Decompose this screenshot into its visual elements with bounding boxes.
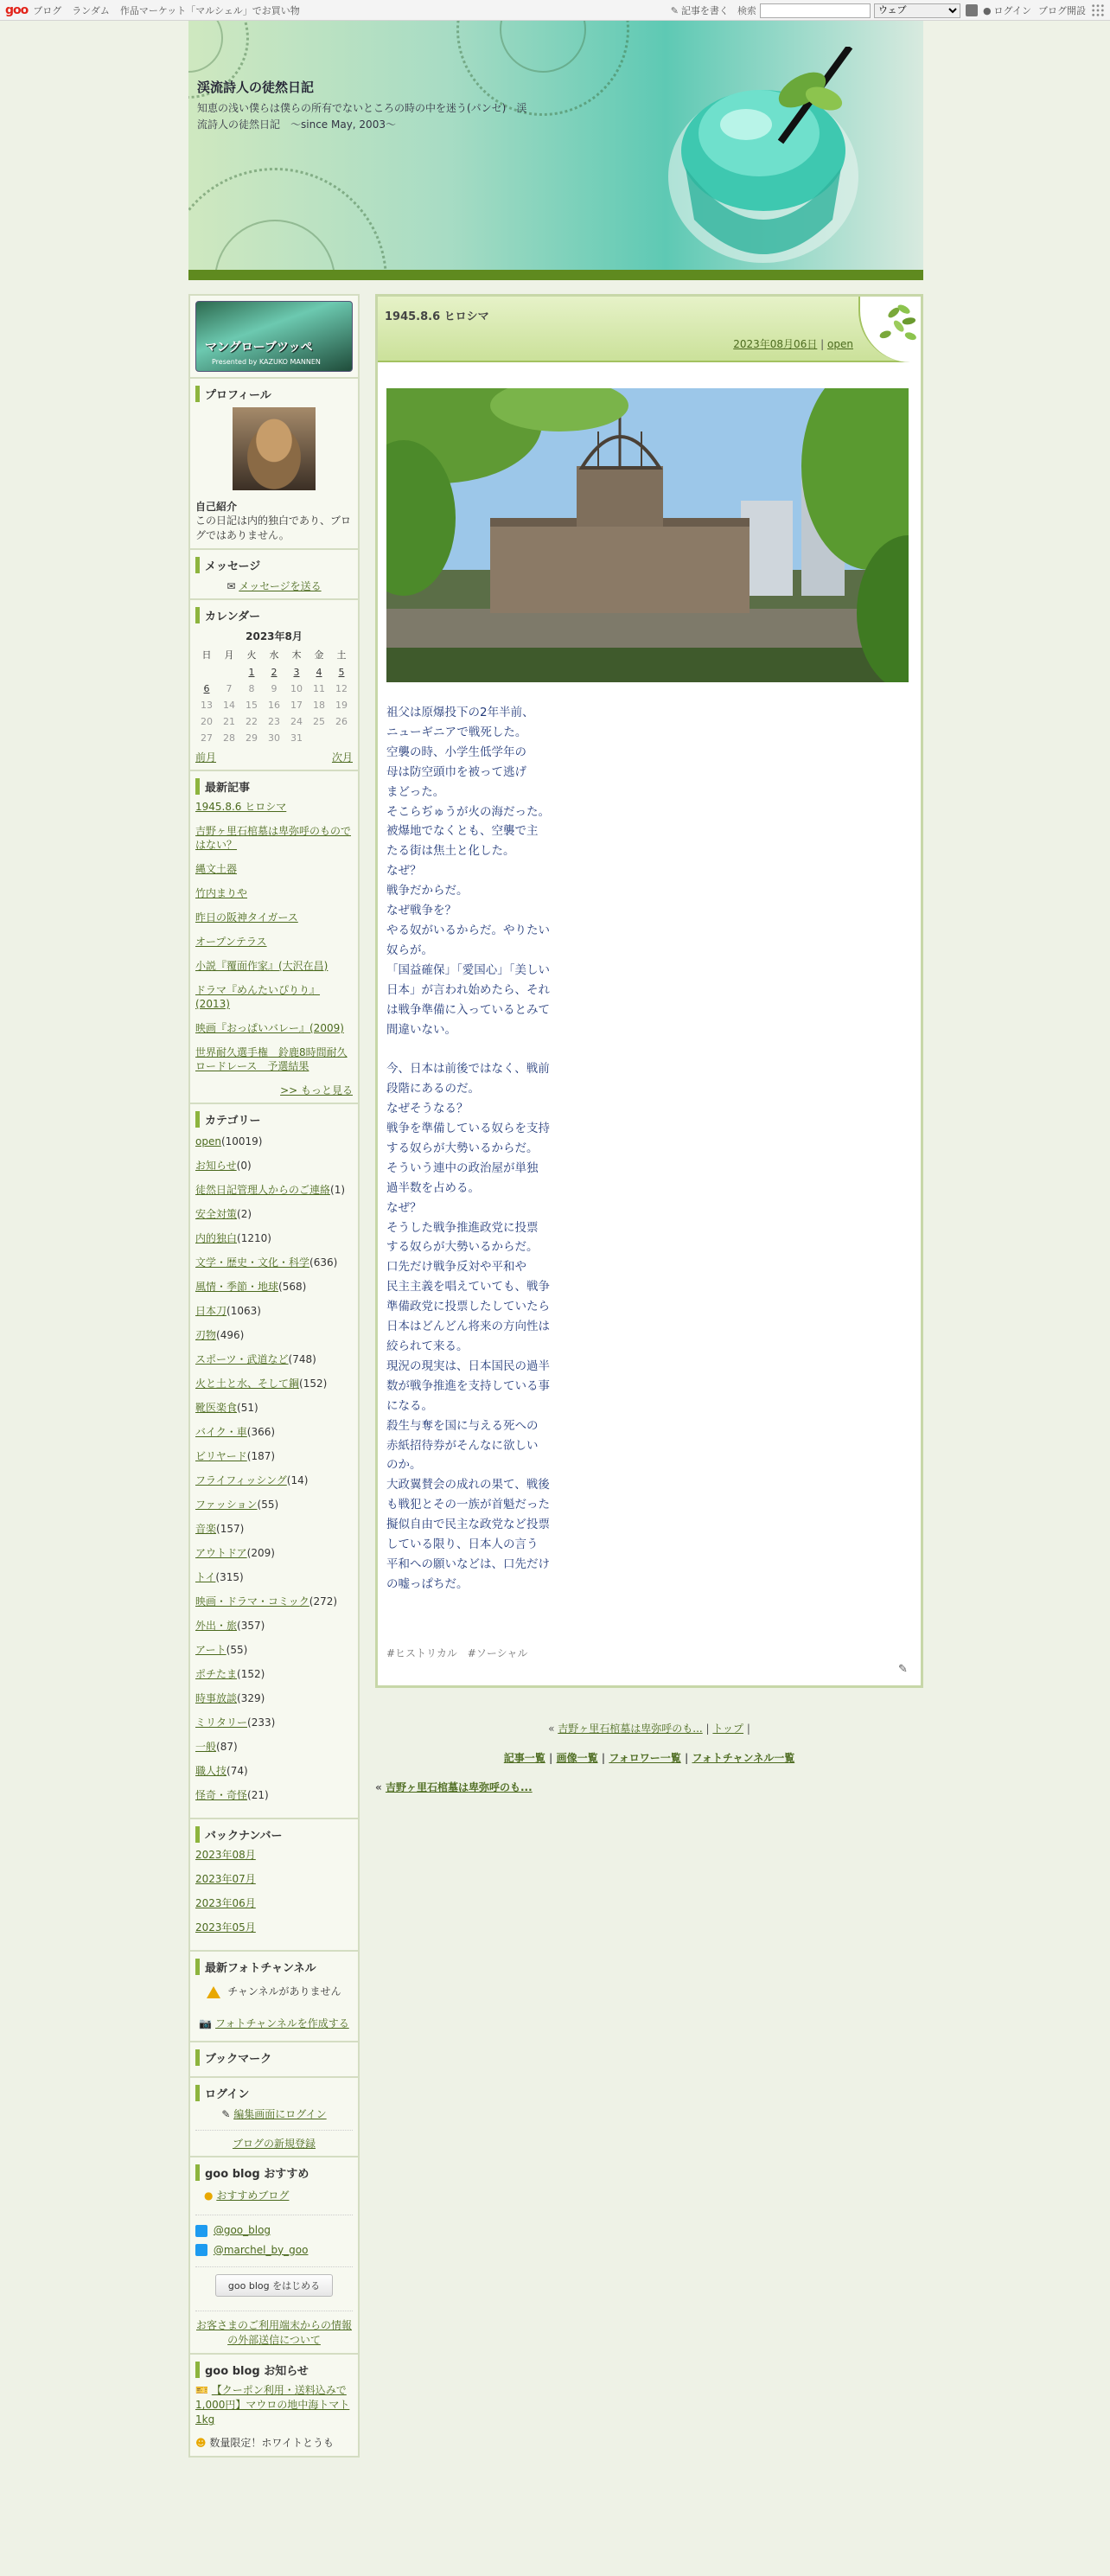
open-blog-link[interactable]: ブログ開設 (1038, 5, 1086, 16)
pager-separator: | (746, 1723, 750, 1735)
weekday: 月 (224, 649, 234, 661)
category-link[interactable]: 内的独白 (195, 1232, 238, 1244)
recent-article-link[interactable]: 小説『覆面作家』(大沢在昌) (195, 960, 329, 972)
category-count: (152) (299, 1377, 328, 1390)
search-input[interactable] (760, 3, 871, 18)
calendar-month: 2023年8月 (246, 630, 303, 642)
category-link[interactable]: アート (195, 1644, 226, 1656)
info-heading: goo blog お知らせ (195, 2362, 353, 2378)
info-link[interactable]: 【クーポン利用・送料込みで1,000円】マウロの地中海トマト1kg (195, 2384, 350, 2426)
banner-title: マングローブツッペ (205, 341, 313, 355)
follower-list-link[interactable]: フォロワー一覧 (609, 1752, 681, 1764)
category-count: (0) (236, 1160, 252, 1172)
category-item (195, 1159, 353, 1173)
article-list-link[interactable]: 記事一覧 (503, 1752, 545, 1764)
category-link[interactable]: ミリタリー (195, 1716, 248, 1729)
bookmark-section (190, 2042, 358, 2078)
recent-article-link[interactable]: 世界耐久選手権 鈴鹿8時間耐久ロードレース 予選結果 (195, 1046, 348, 1072)
category-count: (157) (216, 1523, 245, 1535)
entry-tags (386, 1646, 534, 1660)
category-count: (1) (330, 1184, 346, 1196)
camera-icon: 📷 (199, 2017, 213, 2029)
category-count: (51) (237, 1402, 258, 1414)
calendar-day: 14 (223, 700, 235, 711)
leaf-icon (858, 297, 921, 362)
smile-icon: ☻ (195, 2437, 207, 2449)
banner-subtitle: Presented by KAZUKO MANNEN (212, 358, 321, 366)
category-link[interactable]: 文学・歴史・文化・科学 (195, 1256, 310, 1269)
calendar-day: 19 (335, 700, 348, 711)
login-link[interactable]: ログイン (993, 5, 1031, 16)
recommend-section (190, 2157, 358, 2355)
category-link[interactable]: 外出・旅 (195, 1620, 238, 1632)
category-link[interactable]: ポチたま (195, 1668, 238, 1680)
mangrove-banner[interactable] (195, 301, 353, 372)
calendar-day: 31 (290, 732, 303, 744)
weekday: 火 (246, 649, 257, 661)
recent-article-link[interactable]: オープンテラス (195, 936, 267, 948)
backnumber-section (190, 1819, 358, 1952)
category-count: (14) (286, 1474, 309, 1486)
category-link[interactable]: 映画・ドラマ・コミック (195, 1595, 309, 1608)
category-count: (233) (247, 1716, 276, 1729)
calendar-day: 13 (201, 700, 213, 711)
login-icon: ● (982, 4, 992, 16)
category-link[interactable]: お知らせ (195, 1160, 237, 1172)
category-item (195, 1473, 353, 1487)
edit-login-link[interactable]: 編集画面にログイン (233, 2108, 327, 2120)
weekday: 土 (336, 649, 347, 661)
photochannel-list-link[interactable]: フォトチャンネル一覧 (692, 1752, 795, 1764)
prev-entry-link-bottom[interactable]: 吉野ヶ里石棺墓は卑弥呼のも... (385, 1781, 533, 1793)
calendar-day-link[interactable]: 6 (203, 683, 210, 694)
category-item (195, 1740, 353, 1754)
list-links (375, 1750, 923, 1765)
calendar-day: 21 (223, 716, 235, 727)
category-link[interactable]: 日本刀 (195, 1305, 227, 1317)
calendar-day (308, 730, 330, 746)
category-link[interactable]: バイク・車 (195, 1426, 247, 1438)
bulb-icon: ● (204, 2189, 214, 2202)
category-item (195, 1449, 353, 1463)
calendar-day: 12 (335, 683, 348, 694)
next-month-link[interactable]: 次月 (331, 751, 353, 764)
top-link[interactable]: トップ (712, 1723, 744, 1735)
recent-article-link[interactable]: 1945.8.6 ヒロシマ (195, 801, 287, 813)
recent-article-link[interactable]: 昨日の阪神タイガース (195, 911, 298, 924)
calendar-day-link[interactable]: 2 (271, 667, 278, 678)
recommend-heading: goo blog おすすめ (195, 2164, 353, 2181)
calendar-day: 26 (335, 716, 348, 727)
pencil-icon: ✎ (670, 4, 679, 16)
category-item (195, 1546, 353, 1560)
login-section (190, 2078, 358, 2157)
category-item (195, 1207, 353, 1221)
message-section (190, 550, 358, 600)
calendar-day-link[interactable]: 5 (338, 667, 345, 678)
tag-link[interactable]: #ヒストリカル (386, 1647, 457, 1659)
blog-description: 知恵の浅い僕らは僕らの所有でないところの時の中を迷う(パンセ) 渓流詩人の徒然日記 ～since May, 2003～ (197, 102, 527, 131)
category-item (195, 1256, 353, 1269)
recent-article-link[interactable]: 竹内まりや (195, 887, 248, 899)
category-link[interactable]: 風情・季節・地球 (195, 1281, 279, 1293)
sidebar (188, 294, 360, 2458)
category-item (195, 1667, 353, 1681)
category-count: (748) (288, 1353, 316, 1365)
warning-icon (207, 1986, 220, 1998)
blog-header (188, 21, 923, 280)
category-link[interactable]: 音楽 (195, 1523, 217, 1535)
login-heading: ログイン (195, 2085, 353, 2101)
recent-article-link[interactable]: ドラマ『めんたいぴりり』(2013) (195, 984, 321, 1010)
calendar-day (195, 664, 218, 681)
category-item (195, 1619, 353, 1633)
prev-mark: « (548, 1723, 555, 1735)
twitter-marchel-link[interactable]: @marchel_by_goo (213, 2243, 309, 2256)
main-content (375, 294, 923, 1793)
sidebar-banner-section (190, 296, 358, 379)
category-link[interactable]: 靴医楽食 (195, 1402, 238, 1414)
calendar-day: 28 (223, 732, 235, 744)
prev-entry-bottom (375, 1780, 533, 1794)
photochannel-section (190, 1952, 358, 2042)
category-count: (209) (246, 1547, 275, 1559)
category-link[interactable]: ファッション (195, 1499, 258, 1511)
calendar-day: 7 (226, 683, 233, 694)
bookmark-heading: ブックマーク (195, 2049, 353, 2066)
category-count: (55) (226, 1644, 248, 1656)
category-link[interactable]: トイ (195, 1571, 216, 1583)
entry-category-link[interactable]: open (827, 338, 853, 350)
category-count: (187) (246, 1450, 276, 1462)
calendar-day: 25 (313, 716, 325, 727)
info-link[interactable]: 数量限定！ホワイトとうも (209, 2437, 334, 2449)
calendar-day: 15 (246, 700, 258, 711)
calendar-day-link[interactable]: 3 (293, 667, 300, 678)
calendar-day: 16 (268, 700, 280, 711)
search-scope-select[interactable] (874, 3, 960, 18)
category-count: (272) (309, 1595, 338, 1608)
entry-body: 祖父は原爆投下の2年半前、 ニューギニアで戦死した。 空襲の時、小学生低学年の 母は防空頭巾を被って逃げ まどった。 そこらぢゅうが火の海だった。 被爆地でなくとも、空襲で主 たる街は焦土と化した。 なぜ？ 戦争だからだ。 なぜ戦争を？ やる奴がいるからだ。やりたい 奴らが。 「国益確保」「愛国心」「美しい 日本」が言われ始めたら、それ は戦争準備に入っているとみて 間違いない。 今、日本は前後ではなく、戦前 段階にあるのだ。 なぜそうなる？ 戦争を準備している奴らを支持 する奴らが大勢いるからだ。 そういう連中の政治屋が単独 過半数を占める。 なぜ？ そうした戦争推進政党に投票 する奴らが大勢いるからだ。 口先だけ戦争反対や平和や 民主主義を唱えていても、戦争 準備政党に投票したしていたら 日本はどんどん将来の方向性は 絞られて来る。 現況の現実は、日本国民の過半 数が戦争推進を支持している事 になる。 殺生与奪を国に与える死への 赤紙招待券がそんなに欲しい のか。 大政翼賛会の成れの果て、戦後 も戦犯とその一族が首魁だった 擬似自由で民主な政党など投票 している限り、日本人の言う 平和への願いなどは、口先だけ の嘘っぱちだ。 (386, 706, 550, 1591)
blog-title[interactable]: 渓流詩人の徒然日記 (197, 80, 315, 95)
category-count: (2) (237, 1208, 252, 1220)
calendar-day: 11 (313, 683, 325, 694)
recent-articles-heading: 最新記事 (195, 778, 353, 795)
category-item (195, 1231, 353, 1245)
category-item (195, 1716, 353, 1729)
category-item (195, 1570, 353, 1584)
categories-heading: カテゴリー (195, 1111, 353, 1128)
weekday: 金 (314, 649, 324, 661)
prev-mark: « (375, 1781, 382, 1793)
category-item (195, 1522, 353, 1536)
category-count: (315) (215, 1571, 244, 1583)
photochannel-heading: 最新フォトチャンネル (195, 1959, 353, 1975)
recent-article-link[interactable]: 映画『おっぱいバレー』(2009) (195, 1022, 344, 1034)
entry-meta (733, 336, 853, 351)
profile-heading: プロフィール (195, 386, 353, 402)
create-photochannel-link[interactable]: フォトチャンネルを作成する (215, 2017, 349, 2029)
pencil-icon: ✎ (221, 2108, 231, 2120)
calendar-day: 9 (271, 683, 278, 694)
pager-separator: | (548, 1752, 553, 1764)
goo-logo[interactable]: goo (5, 3, 29, 17)
twitter-icon (195, 2244, 207, 2256)
category-count: (496) (216, 1329, 245, 1341)
category-link[interactable]: 刃物 (195, 1329, 217, 1341)
calendar-day (330, 730, 353, 746)
calendar-day: 22 (246, 716, 258, 727)
calendar-heading: カレンダー (195, 607, 353, 623)
category-link[interactable]: 一般 (195, 1741, 217, 1753)
start-goo-blog-button[interactable]: goo blog をはじめる (215, 2274, 333, 2297)
category-item (195, 1280, 353, 1294)
shaved-ice-glass-image (651, 47, 876, 272)
profile-avatar[interactable] (233, 407, 316, 490)
calendar-day: 17 (290, 700, 303, 711)
tag-link[interactable]: #ソーシャル (467, 1647, 528, 1659)
calendar-day: 29 (246, 732, 258, 744)
calendar-day: 10 (290, 683, 303, 694)
profile-intro-label: 自己紹介 (195, 501, 238, 513)
profile-intro: この日記は内的独白であり、ブログではありません。 (195, 515, 352, 541)
category-item (195, 1401, 353, 1415)
calendar-day: 8 (248, 683, 255, 694)
category-count: (366) (246, 1426, 276, 1438)
entry-title: 1945.8.6 ヒロシマ (385, 310, 489, 323)
recommend-blog-link[interactable]: おすすめブログ (216, 2189, 290, 2202)
category-count: (357) (237, 1620, 265, 1632)
categories-section (190, 1104, 358, 1819)
topbar-link-blog[interactable]: ブログ (33, 4, 62, 16)
calendar-table (195, 645, 353, 746)
calendar-day: 23 (268, 716, 280, 727)
category-count: (329) (237, 1692, 265, 1704)
category-link[interactable]: アウトドア (195, 1547, 247, 1559)
topbar-link-marchel[interactable]: 作品マーケット「マルシェル」でお買い物 (119, 4, 300, 16)
category-link[interactable]: 怪奇・奇怪 (195, 1789, 248, 1801)
envelope-icon: ✉ (226, 580, 236, 592)
category-count: (87) (216, 1741, 238, 1753)
category-count: (568) (278, 1281, 307, 1293)
backnumber-link[interactable]: 2023年06月 (195, 1897, 256, 1909)
blog-entry (375, 294, 923, 1688)
category-item (195, 1691, 353, 1705)
category-link[interactable]: フライフィッシング (195, 1474, 287, 1486)
category-link[interactable]: 安全対策 (195, 1208, 238, 1220)
category-item (195, 1788, 353, 1802)
atomic-bomb-dome-photo[interactable] (386, 388, 909, 682)
recent-articles-section (190, 771, 358, 1104)
weekday: 日 (201, 649, 212, 661)
entry-header (378, 297, 921, 362)
category-link[interactable]: 職人技 (195, 1765, 227, 1777)
category-item (195, 1425, 353, 1439)
more-articles-link[interactable]: >> もっと見る (280, 1084, 353, 1096)
twitter-goo-blog-link[interactable]: @goo_blog (213, 2224, 271, 2236)
calendar-day: 30 (268, 732, 280, 744)
apps-grid-icon[interactable] (1091, 3, 1105, 17)
search-label: 検索 (737, 5, 756, 16)
entry-date-link[interactable]: 2023年08月06日 (733, 338, 818, 350)
category-item (195, 1377, 353, 1390)
backnumber-link[interactable]: 2023年07月 (195, 1873, 256, 1885)
backnumber-link[interactable]: 2023年05月 (195, 1921, 256, 1934)
category-link[interactable]: スポーツ・武道など (195, 1353, 289, 1365)
calendar-day-link[interactable]: 1 (248, 667, 255, 678)
external-transmission-notice-link[interactable]: お客さまのご利用端末からの情報の外部送信について (195, 2319, 352, 2346)
category-count: (10019) (220, 1135, 263, 1147)
prev-month-link[interactable]: 前月 (195, 751, 217, 764)
topbar-link-random[interactable]: ランダム (72, 4, 110, 16)
profile-section (190, 379, 358, 550)
category-item (195, 1183, 353, 1197)
category-count: (152) (237, 1668, 265, 1680)
coupon-icon: 🎫 (195, 2384, 208, 2396)
weekday: 木 (291, 649, 302, 661)
no-channel-text: チャンネルがありません (227, 1985, 341, 1998)
calendar-day (218, 664, 240, 681)
category-item (195, 1135, 353, 1148)
calendar-day: 20 (201, 716, 213, 727)
pager-separator: | (684, 1752, 689, 1764)
category-count: (1063) (226, 1305, 261, 1317)
category-count: (21) (247, 1789, 269, 1801)
category-count: (74) (226, 1765, 248, 1777)
recent-article-link[interactable]: 縄文土器 (195, 863, 238, 875)
backnumber-link[interactable]: 2023年08月 (195, 1849, 256, 1861)
category-item (195, 1764, 353, 1778)
category-link[interactable]: open (195, 1135, 221, 1147)
calendar-day: 18 (313, 700, 325, 711)
image-list-link[interactable]: 画像一覧 (556, 1752, 598, 1764)
category-count: (1210) (237, 1232, 271, 1244)
prev-entry-link[interactable]: 吉野ヶ里石棺墓は卑弥呼のも... (558, 1723, 703, 1735)
top-navigation-bar (0, 0, 1110, 21)
calendar-day: 27 (201, 732, 213, 744)
calendar-section (190, 600, 358, 771)
message-heading: メッセージ (195, 557, 353, 573)
category-item (195, 1595, 353, 1608)
backnumber-heading: バックナンバー (195, 1826, 353, 1843)
category-count: (55) (257, 1499, 279, 1511)
category-item (195, 1304, 353, 1318)
category-link[interactable]: 火と土と水、そして鋼 (195, 1377, 300, 1390)
category-link[interactable]: ビリヤード (195, 1450, 247, 1462)
entry-pager (375, 1721, 923, 1735)
category-item (195, 1352, 353, 1366)
write-article-link[interactable]: 記事を書く (680, 5, 729, 16)
calendar-day: 24 (290, 716, 303, 727)
category-item (195, 1498, 353, 1512)
recent-article-link[interactable]: 吉野ヶ里石棺墓は卑弥呼のものではない？ (195, 825, 352, 851)
info-section (190, 2355, 358, 2456)
calendar-day-link[interactable]: 4 (316, 667, 322, 678)
send-message-link[interactable]: メッセージを送る (239, 580, 322, 592)
category-link[interactable]: 時事放談 (195, 1692, 238, 1704)
pager-separator: | (705, 1723, 710, 1735)
category-item (195, 1328, 353, 1342)
edit-pencil-icon[interactable]: ✎ (898, 1663, 908, 1676)
category-item (195, 1643, 353, 1657)
register-blog-link[interactable]: ブログの新規登録 (232, 2138, 316, 2150)
category-link[interactable]: 徒然日記管理人からのご連絡 (195, 1184, 331, 1196)
category-count: (636) (309, 1256, 338, 1269)
weekday: 水 (269, 649, 279, 661)
meta-separator: | (820, 338, 825, 350)
header-stripe (188, 270, 923, 280)
pager-separator: | (601, 1752, 606, 1764)
twitter-icon (195, 2225, 207, 2237)
search-button[interactable] (966, 4, 978, 16)
